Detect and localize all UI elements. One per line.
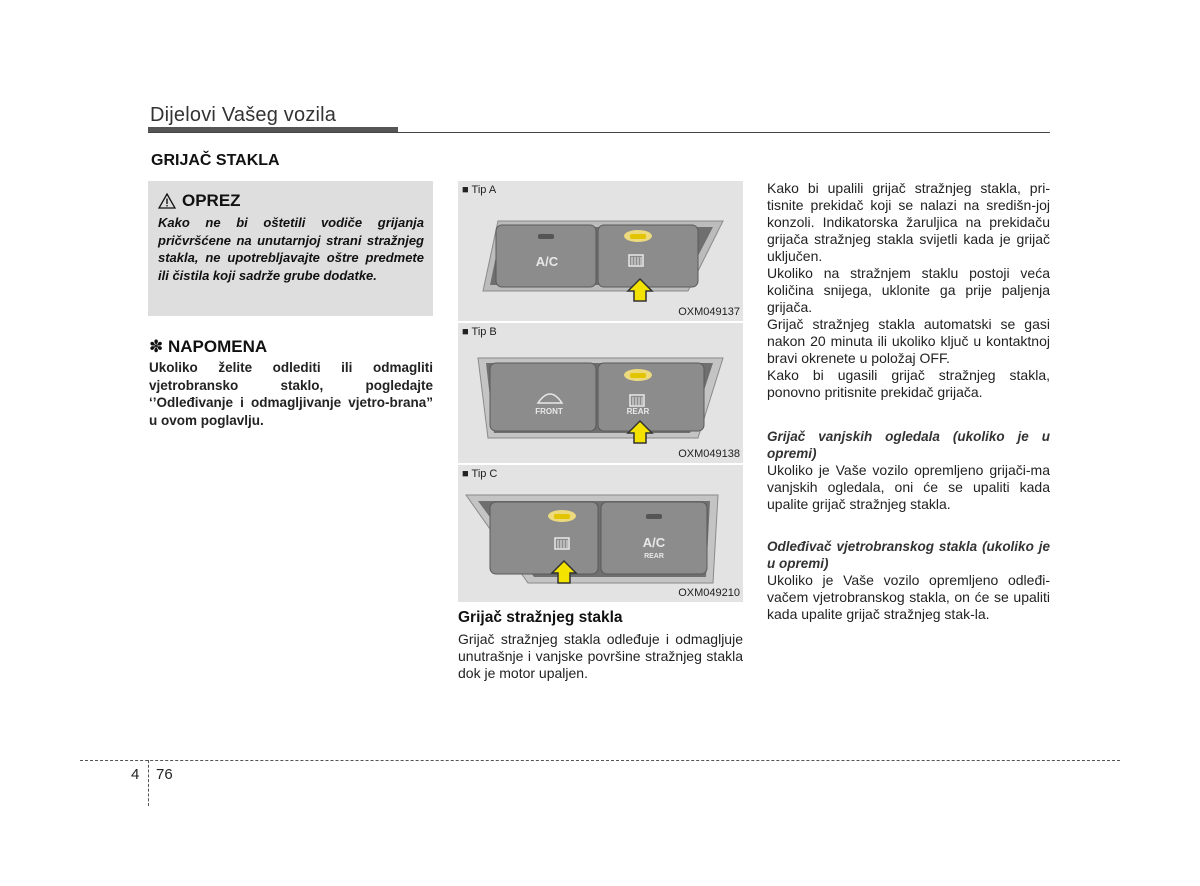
figure-c-right-label-1: A/C: [642, 535, 666, 550]
caution-box: [148, 181, 433, 316]
figure-tip-c: [458, 465, 743, 602]
right-paragraph-3: Grijač stražnjeg stakla automatski se gasi nakon 20 minuta ili ukoliko ključ u kontaktnoj bravi okrenete u položaj OFF.: [767, 316, 1050, 366]
footer-dashed-rule: [80, 760, 1120, 761]
switch-panel-illustration-c: [458, 465, 743, 602]
figure-b-label: ■ Tip B: [462, 326, 497, 338]
figure-c-right-label-2: REAR: [644, 553, 664, 560]
wiper-deicer-section: [767, 538, 1050, 623]
page-header-title: Dijelovi Vašeg vozila: [150, 104, 337, 126]
footer-dashed-divider: [148, 760, 149, 806]
caution-label: OPREZ: [182, 191, 241, 210]
figure-a-label: ■ Tip A: [462, 184, 497, 196]
section-title: GRIJAČ STAKLA: [151, 152, 280, 169]
figure-c-code: OXM049210: [678, 587, 740, 599]
switch-panel-illustration-b: [458, 323, 743, 463]
figure-tip-a: [458, 181, 743, 321]
right-paragraph-2: Ukoliko na stražnjem staklu postoji veća količina snijega, uklonite ga prije paljenja grijača.: [767, 265, 1050, 315]
figure-a-code: OXM049137: [678, 306, 740, 318]
figure-b-code: OXM049138: [678, 448, 740, 460]
figure-c-label: ■ Tip C: [462, 468, 498, 480]
figure-b-left-label: FRONT: [535, 407, 563, 416]
caution-header: [158, 191, 241, 211]
switch-panel-illustration-a: [458, 181, 743, 321]
warning-triangle-icon: [158, 193, 176, 209]
chapter-number: 4: [131, 766, 140, 783]
wiper-deicer-text: Ukoliko je Vaše vozilo opremljeno odleđi-vačem vjetrobranskog stakla, on će se upaliti kada upalite grijač stražnjeg stak-la.: [767, 572, 1050, 622]
mirror-heater-section: [767, 428, 1050, 513]
rear-defroster-title: Grijač stražnjeg stakla: [458, 609, 623, 626]
note-text: Ukoliko želite odlediti ili odmagliti vjetrobransko staklo, pogledajte ‘’Odleđivanje i odmagljivanje vjetro-brana” u ovom poglavlju.: [149, 360, 433, 428]
figure-b-right-label: REAR: [626, 407, 650, 416]
right-paragraph-4: Kako bi ugasili grijač stražnjeg stakla, ponovno pritisnite prekidač grijača.: [767, 367, 1050, 400]
right-paragraph-1: Kako bi upalili grijač stražnjeg stakla, pri-tisnite prekidač koji se nalazi na središn-joj konzoli. Indikatorska žaruljica na prekidaču grijača stražnjeg stakla svijetli kada je grijač uključen.: [767, 180, 1050, 264]
wiper-deicer-title: Odleđivač vjetrobranskog stakla (ukoliko je u opremi): [767, 539, 1050, 571]
rear-defroster-text: Grijač stražnjeg stakla odleđuje i odmagljuje unutrašnje i vanjske površine stražnjeg stakla dok je motor upaljen.: [458, 631, 743, 681]
note-label: ✽ NAPOMENA: [149, 337, 268, 356]
right-column: [767, 180, 1050, 401]
mirror-heater-title: Grijač vanjskih ogledala (ukoliko je u opremi): [767, 429, 1050, 461]
caution-text: Kako ne bi oštetili vodiče grijanja pričvršćene na unutarnjoj strani stražnjeg stakla, ne upotrebljavajte oštre predmete ili čistila koji sadrže grube dodatke.: [158, 215, 424, 283]
page-number: 76: [156, 766, 173, 783]
figure-a-left-label: A/C: [535, 254, 559, 269]
figure-tip-b: [458, 323, 743, 463]
mirror-heater-text: Ukoliko je Vaše vozilo opremljeno grijači-ma vanjskih ogledala, oni će se upaliti kada upalite grijač stražnjeg stakla.: [767, 462, 1050, 512]
header-rule: [148, 132, 1050, 133]
